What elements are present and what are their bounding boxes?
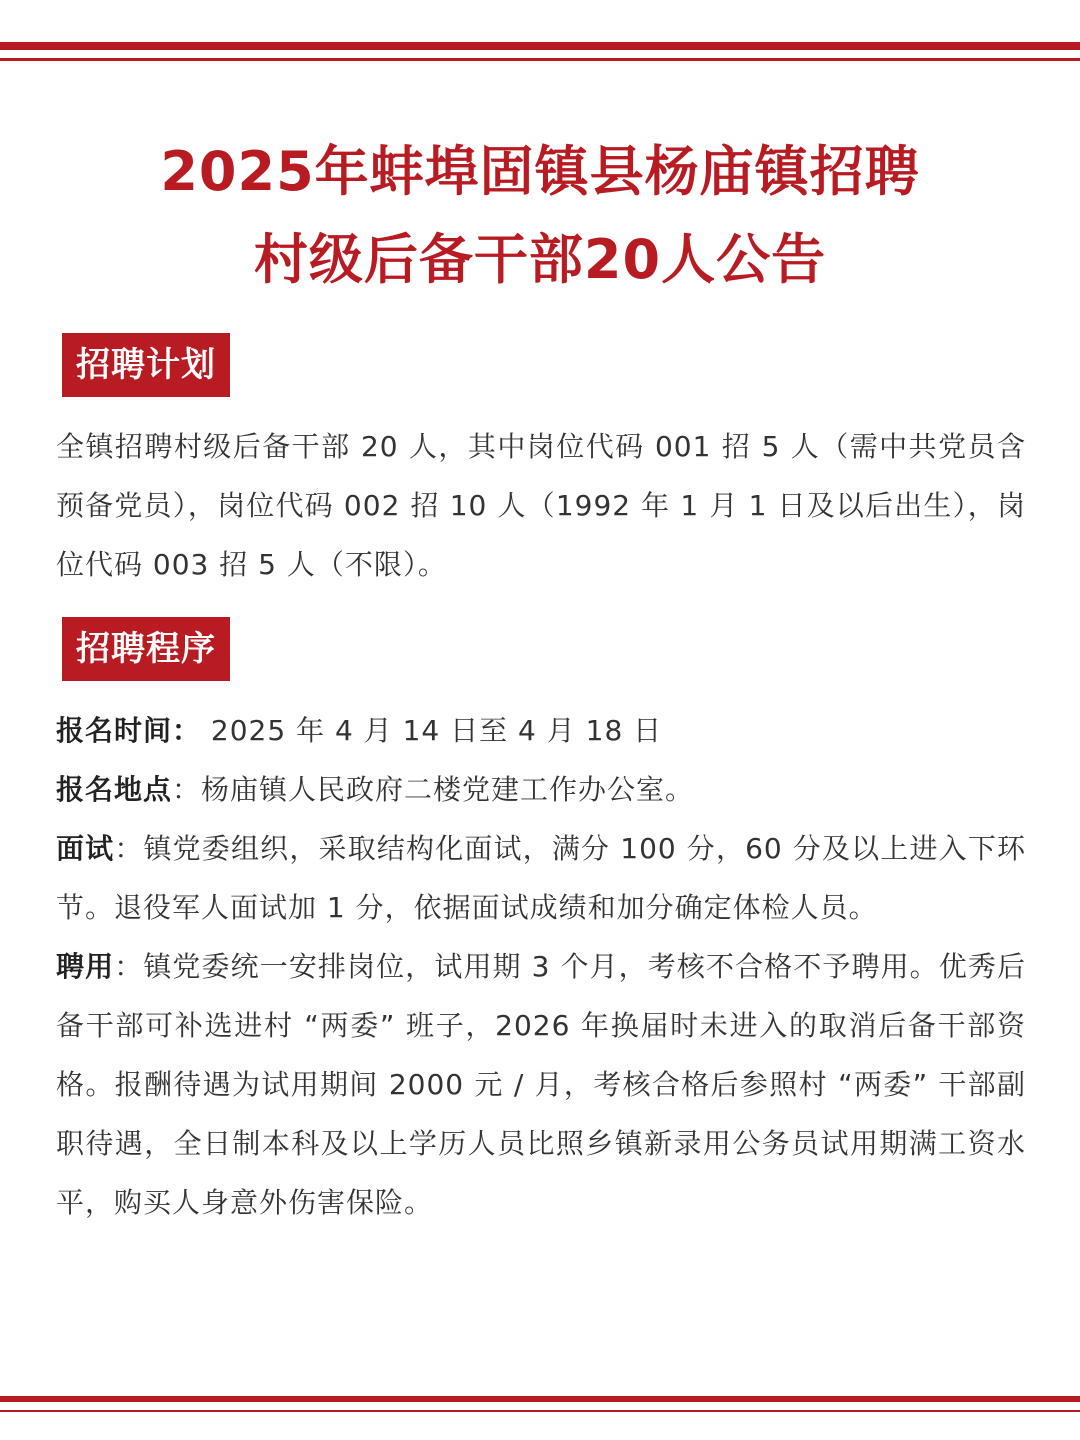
top-border-thin xyxy=(0,58,1080,61)
procedure-item-registration-time xyxy=(56,701,1026,760)
procedure-item-registration-place xyxy=(56,760,1026,819)
section-heading-procedure: 招聘程序 xyxy=(62,617,230,681)
top-border-thick xyxy=(0,42,1080,50)
page-title xyxy=(0,128,1080,304)
title-line-1: 2025年蚌埠固镇县杨庙镇招聘 xyxy=(160,140,920,203)
procedure-text: 2025 年 4 月 14 日至 4 月 18 日 xyxy=(201,714,663,747)
procedure-item-interview xyxy=(56,819,1026,937)
bottom-border-thick xyxy=(0,1396,1080,1402)
procedure-text: ：镇党委统一安排岗位，试用期 3 个月，考核不合格不予聘用。优秀后备干部可补选进村 “两委” 班子，2026 年换届时未进入的取消后备干部资格。报酬待遇为试用期间 2000 元 / 月，考核合格后参照村 “两委” 干部副职待遇，全日制本科及以上学历人员比照乡镇新录用公务员试用期满工资水平，购买人身意外伤害保险。 xyxy=(56,950,1026,1219)
plan-paragraph: 全镇招聘村级后备干部 20 人，其中岗位代码 001 招 5 人（需中共党员含预备党员），岗位代码 002 招 10 人（1992 年 1 月 1 日及以后出生），岗位代码 003 招 5 人（不限）。 xyxy=(56,430,1026,581)
procedure-text: ：杨庙镇人民政府二楼党建工作办公室。 xyxy=(172,773,695,806)
procedure-label: 聘用 xyxy=(56,950,115,983)
procedure-text: ：镇党委组织，采取结构化面试，满分 100 分，60 分及以上进入下环节。退役军人面试加 1 分，依据面试成绩和加分确定体检人员。 xyxy=(56,832,1026,924)
procedure-item-employment xyxy=(56,937,1026,1232)
procedure-label: 报名时间： xyxy=(56,714,202,747)
procedure-list xyxy=(56,701,1026,1232)
procedure-label: 面试 xyxy=(56,832,115,865)
section-heading-plan: 招聘计划 xyxy=(62,333,230,397)
bottom-border-thin xyxy=(0,1410,1080,1412)
procedure-label: 报名地点 xyxy=(56,773,173,806)
title-line-2: 村级后备干部20人公告 xyxy=(253,228,827,291)
